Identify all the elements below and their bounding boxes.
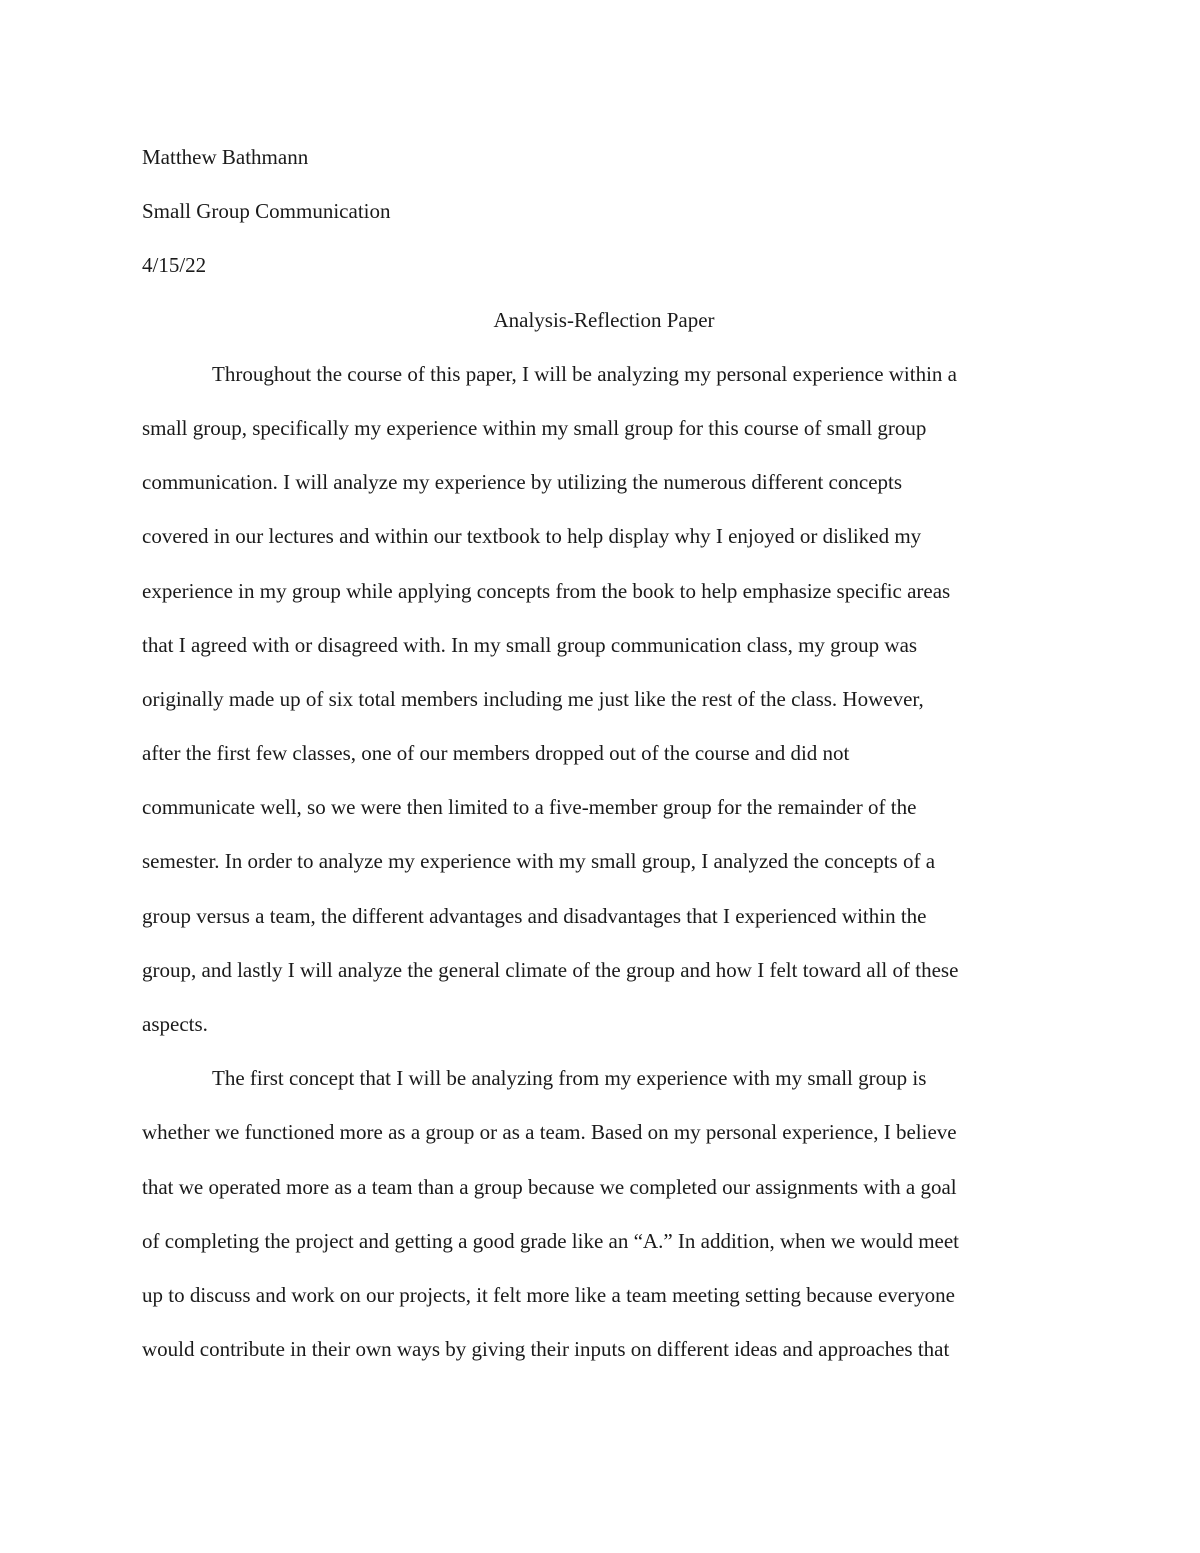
paragraph-line: that we operated more as a team than a group because we completed our assignments with a goal: [142, 1174, 957, 1199]
paragraph-line: small group, specifically my experience within my small group for this course of small group: [142, 415, 927, 440]
paragraph-line: up to discuss and work on our projects, it felt more like a team meeting setting because everyone: [142, 1282, 955, 1307]
paragraph-line: communicate well, so we were then limited to a five-member group for the remainder of the: [142, 795, 917, 820]
paragraph: [142, 347, 1066, 1051]
paragraph-line: experience in my group while applying concepts from the book to help emphasize specific areas: [142, 578, 951, 603]
paragraph-line: of completing the project and getting a good grade like an “A.” In addition, when we would meet: [142, 1228, 960, 1253]
paper-date: 4/15/22: [142, 253, 207, 278]
course-name: Small Group Communication: [142, 199, 391, 224]
paragraph-line: covered in our lectures and within our textbook to help display why I enjoyed or disliked my: [142, 524, 922, 549]
document-body: [142, 130, 1066, 1376]
paragraph-line: group, and lastly I will analyze the general climate of the group and how I felt toward all of these: [142, 957, 959, 982]
paragraph-line: that I agreed with or disagreed with. In my small group communication class, my group was: [142, 632, 918, 657]
paragraph-line: aspects.: [142, 1012, 208, 1036]
paragraph: [142, 1051, 1066, 1376]
paper-title: Analysis-Reflection Paper: [493, 307, 715, 332]
paragraph-line: communication. I will analyze my experience by utilizing the numerous different concepts: [142, 470, 903, 495]
paragraph-line: semester. In order to analyze my experience with my small group, I analyzed the concepts of a: [142, 849, 936, 874]
paper-paragraphs: [142, 347, 1066, 1377]
paragraph-line: group versus a team, the different advantages and disadvantages that I experienced within the: [142, 903, 927, 928]
paragraph-line: whether we functioned more as a group or as a team. Based on my personal experience, I believe: [142, 1120, 957, 1145]
paragraph-line: after the first few classes, one of our members dropped out of the course and did not: [142, 741, 850, 766]
paragraph-line: would contribute in their own ways by giving their inputs on different ideas and approaches that: [142, 1337, 950, 1362]
paragraph-line: Throughout the course of this paper, I will be analyzing my personal experience within a: [212, 361, 958, 386]
paragraph-line: The first concept that I will be analyzing from my experience with my small group is: [212, 1066, 927, 1091]
author-name: Matthew Bathmann: [142, 145, 309, 169]
paragraph-line: originally made up of six total members including me just like the rest of the class. However,: [142, 686, 924, 711]
